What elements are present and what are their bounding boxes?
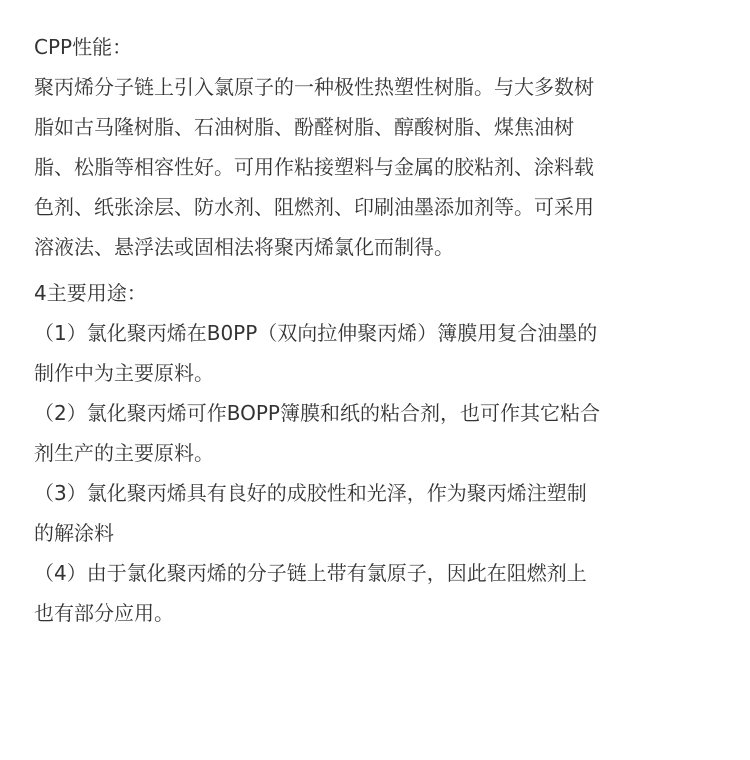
uses-section [34, 273, 716, 633]
performance-section [34, 27, 716, 267]
use-3-line-2: 的解涂料 [34, 521, 114, 545]
use-4-line-1: （4）由于氯化聚丙烯的分子链上带有氯原子，因此在阻燃剂上 [34, 561, 587, 585]
use-2-line-2: 剂生产的主要原料。 [34, 441, 214, 465]
uses-heading: 4主要用途： [34, 281, 147, 305]
performance-line-5: 溶液法、悬浮法或固相法将聚丙烯氯化而制得。 [34, 235, 454, 259]
performance-line-4: 色剂、纸张涂层、防水剂、阻燃剂、印刷油墨添加剂等。可采用 [34, 195, 594, 219]
use-2-line-1: （2）氯化聚丙烯可作BOPP簿膜和纸的粘合剂，也可作其它粘合 [34, 401, 600, 425]
use-3-line-1: （3）氯化聚丙烯具有良好的成胶性和光泽，作为聚丙烯注塑制 [34, 481, 587, 505]
use-1-line-2: 制作中为主要原料。 [34, 361, 214, 385]
performance-heading: CPP性能： [34, 35, 133, 59]
use-1-line-1: （1）氯化聚丙烯在B0PP（双向拉伸聚丙烯）簿膜用复合油墨的 [34, 321, 598, 345]
use-4-line-2: 也有部分应用。 [34, 601, 174, 625]
performance-line-3: 脂、松脂等相容性好。可用作粘接塑料与金属的胶粘剂、涂料载 [34, 155, 594, 179]
performance-line-2: 脂如古马隆树脂、石油树脂、酚醛树脂、醇酸树脂、煤焦油树 [34, 115, 574, 139]
performance-line-1: 聚丙烯分子链上引入氯原子的一种极性热塑性树脂。与大多数树 [34, 75, 594, 99]
